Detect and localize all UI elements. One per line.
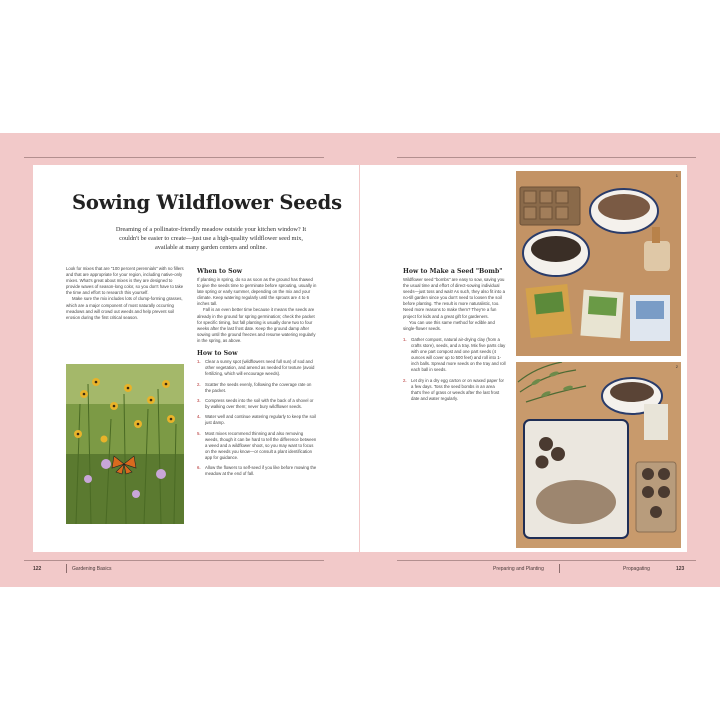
finished-seed-bombs-photo (516, 362, 681, 548)
page-title: Sowing Wildflower Seeds (72, 191, 342, 214)
middle-column-text (197, 268, 317, 482)
footer-rule-left (24, 560, 324, 561)
footer-separator-right (559, 564, 560, 573)
soil-bowl (523, 230, 589, 276)
baking-tray (524, 420, 628, 538)
seed-bomb-supplies-photo (516, 171, 681, 356)
how-to-sow-steps (197, 359, 317, 477)
step-text: Let dry in a dry egg carton or on waxed paper for a few days. Toss the seed bombs in an area that's free of grass or weeds after the last frost date and water regularly. (411, 377, 504, 401)
right-running-header: Preparing and Planting (493, 566, 544, 572)
when-to-sow-heading: When to Sow (197, 268, 243, 275)
step-text: Scatter the seeds evenly, following the coverage rate on the packet. (205, 381, 312, 393)
seed-bomb-paragraph-2: You can use this same method for edible and single-flower seeds. (403, 319, 495, 331)
left-paragraph-2: Make sure the mix includes lots of clump-forming grasses, which are a major component of most naturally occurring meadows and will crowd out weeds and help prevent soil erosion during the first critical season. (66, 296, 183, 320)
left-page-number: 122 (33, 566, 42, 572)
right-page-number: 123 (676, 566, 685, 572)
list-item (403, 337, 506, 374)
right-chapter-label: Propagating (623, 566, 650, 572)
photo-number-1: 1 (675, 173, 678, 178)
step-text: Most mixes recommend thinning and also removing weeds, though it can be hard to tell the difference between a weed and a wildflower shoot, so you may want to focus on the weeds you know—or consult a plant identification app for guidance. (205, 430, 317, 460)
seed-bomb-column-text (403, 268, 506, 406)
seed-tray (520, 187, 580, 225)
left-paragraph-1: Look for mixes that are "100 percent perennials" with no fillers and that are appropriate for your region, including native-only mixes. What's great about mixes is they are designed to provide waves of season-long color, so you don't have to take the time and effort to research this yourself. (66, 266, 184, 296)
step-number: 2. (403, 377, 407, 383)
left-running-header: Gardening Basics (72, 566, 112, 572)
list-item (197, 359, 317, 377)
step-text: Allow the flowers to self-seed if you like before mowing the meadow at the end of fall. (205, 465, 317, 477)
intro-paragraph: Dreaming of a pollinator-friendly meadow outside your kitchen window? It couldn't be easier to create—just use a high-quality wildflower seed mix, available at many garden centers and online. (115, 226, 307, 251)
photo-number-2: 2 (675, 364, 678, 369)
when-to-sow-paragraph-2: Fall is an even better time because it means the seeds are already in the ground for spring germination; check the packet for specific timing, but fall planting is usually done two to four weeks after the last frost date. Keep the ground damp after sowing until the ground freezes and resume watering regularly in the spring, as above. (197, 307, 316, 343)
seed-bomb-paragraph-1: Wildflower seed "bombs" are easy to sow, saving you the usual time and effort of direct-sowing individual seeds—just toss and wait! As such, they also fit into a no-till garden since you don't need to loosen the soil before planting. The result is more naturalistic, too. Need more reasons to make them? They're a fun project for kids and a great gift for gardeners. (403, 277, 505, 319)
how-to-sow-heading: How to Sow (197, 350, 238, 358)
step-number: 6. (197, 465, 201, 471)
top-rule-right (397, 157, 696, 158)
list-item (197, 382, 317, 394)
seed-bomb-heading: How to Make a Seed "Bomb" (403, 268, 503, 275)
step-number: 3. (197, 397, 201, 403)
seed-bomb-steps (403, 337, 506, 402)
step-text: Clear a sunny spot (wildflowers need full sun) of sod and other vegetation, and amend as needed for texture (avoid fertilizing, which will encourage weeds). (205, 359, 315, 377)
step-number: 1. (197, 359, 201, 365)
list-item (403, 378, 506, 402)
wildflower-meadow-photo (66, 364, 184, 524)
list-item (197, 465, 317, 477)
when-to-sow-paragraph-1: If planting in spring, do so as soon as the ground has thawed to give the seeds time to germinate before sprouting, usually in late spring or early summer, depending on the mix and your climate. Keep watering regularly until the sprouts are 4 to 6 inches tall. (197, 277, 317, 307)
list-item (197, 414, 317, 426)
left-column-text (66, 266, 184, 321)
step-number: 1. (403, 336, 407, 342)
footer-separator-left (66, 564, 67, 573)
list-item (197, 431, 317, 461)
step-text: Compress seeds into the soil with the back of a shovel or by walking over them; never bury wildflower seeds. (205, 397, 314, 409)
top-rule-left (24, 157, 324, 158)
compost-bowl (590, 189, 658, 233)
footer-rule-right (397, 560, 696, 561)
list-item (197, 398, 317, 410)
egg-carton (636, 462, 676, 532)
step-number: 5. (197, 430, 201, 436)
step-text: Water well and continue watering regularly to keep the soil just damp. (205, 414, 316, 426)
step-text: Gather compost, natural air-drying clay (from a crafts store), seeds, and a tray. Mix five parts clay with one part compost and one part seeds (4 ounces will cover up to 500 feet) and roll into 1-inch balls. Spread more seeds on the tray and roll each ball in seeds. (411, 336, 506, 373)
step-number: 2. (197, 381, 201, 387)
step-number: 4. (197, 414, 201, 420)
